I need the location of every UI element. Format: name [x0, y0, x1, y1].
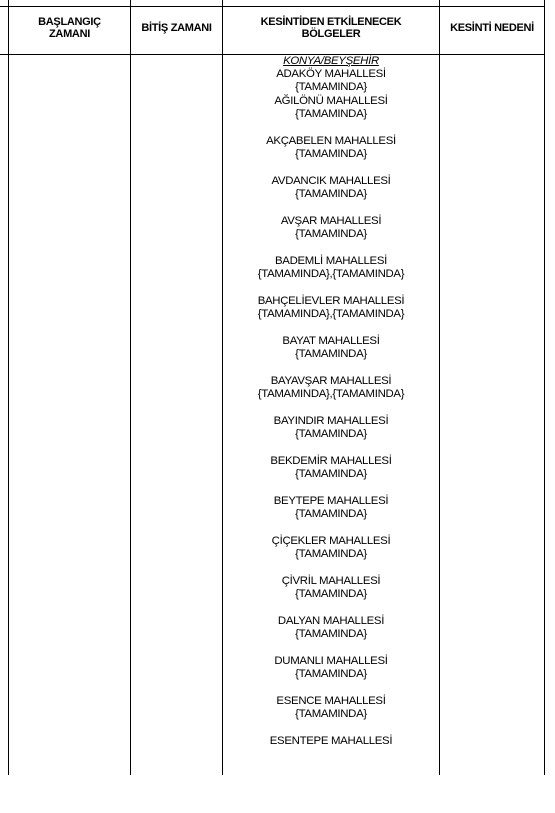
region-list: [223, 68, 439, 775]
region-entry: [223, 495, 439, 535]
region-detail: {TAMAMINDA}: [295, 108, 367, 120]
region-name: ESENTEPE MAHALLESİ: [269, 735, 393, 747]
region-name: ÇİÇEKLER MAHALLESİ: [271, 535, 391, 547]
region-name: AVŞAR MAHALLESİ: [280, 215, 382, 227]
col-border-1: [130, 0, 131, 775]
region-detail: {TAMAMINDA},{TAMAMINDA}: [257, 268, 405, 280]
region-name: ÇİVRİL MAHALLESİ: [281, 575, 381, 587]
region-detail: {TAMAMINDA}: [295, 348, 367, 360]
region-entry: [223, 415, 439, 455]
region-entry: [223, 655, 439, 695]
region-detail: {TAMAMINDA}: [295, 468, 367, 480]
region-entry: [223, 175, 439, 215]
table-top-border: [0, 6, 545, 7]
affected-regions-cell: [223, 55, 439, 775]
region-name: AKÇABELEN MAHALLESİ: [266, 135, 396, 147]
region-name: ADAKÖY MAHALLESİ: [276, 68, 386, 80]
region-detail: {TAMAMINDA}: [295, 708, 367, 720]
region-name: AĞILÖNÜ MAHALLESİ: [274, 95, 388, 107]
region-name: BEYTEPE MAHALLESİ: [273, 495, 389, 507]
region-detail: {TAMAMINDA}: [295, 548, 367, 560]
col-border-3: [439, 0, 440, 775]
region-name: BADEMLİ MAHALLESİ: [274, 255, 387, 267]
region-entry: [223, 575, 439, 615]
region-name: AVDANCIK MAHALLESİ: [271, 175, 391, 187]
header-outage-reason: [440, 8, 544, 48]
region-detail: {TAMAMINDA}: [295, 148, 367, 160]
region-detail: {TAMAMINDA}: [295, 588, 367, 600]
header-start-time: [9, 8, 130, 48]
region-name: BAHÇELİEVLER MAHALLESİ: [257, 295, 405, 307]
region-entry: [223, 735, 439, 775]
region-detail: {TAMAMINDA}: [295, 628, 367, 640]
region-detail: {TAMAMINDA},{TAMAMINDA}: [257, 388, 405, 400]
region-entry: [223, 335, 439, 375]
region-name: DALYAN MAHALLESİ: [277, 615, 385, 627]
region-entry: [223, 255, 439, 295]
region-detail: {TAMAMINDA}: [295, 668, 367, 680]
region-name: BAYINDIR MAHALLESİ: [273, 415, 389, 427]
region-detail: {TAMAMINDA},{TAMAMINDA}: [257, 308, 405, 320]
region-name: BEKDEMİR MAHALLESİ: [270, 455, 392, 467]
col-border-right: [544, 0, 545, 775]
header-outage-reason-label: KESİNTİ NEDENİ: [450, 22, 534, 34]
region-entry: [223, 375, 439, 415]
header-start-time-label: BAŞLANGIÇ ZAMANI: [38, 16, 101, 40]
region-detail: {TAMAMINDA}: [295, 228, 367, 240]
header-end-time-label: BİTİŞ ZAMANI: [141, 22, 212, 34]
header-affected-regions-label: KESİNTİDEN ETKİLENECEK BÖLGELER: [260, 16, 402, 40]
region-name: DUMANLI MAHALLESİ: [274, 655, 388, 667]
region-entry: [223, 68, 439, 95]
city-name: KONYA/BEYŞEHİR: [283, 55, 379, 67]
region-entry: [223, 135, 439, 175]
region-detail: {TAMAMINDA}: [295, 81, 367, 93]
region-entry: [223, 295, 439, 335]
header-affected-regions: [223, 8, 439, 48]
region-entry: [223, 535, 439, 575]
col-border-left: [8, 0, 9, 775]
region-detail: {TAMAMINDA}: [295, 508, 367, 520]
header-end-time: [131, 8, 222, 48]
region-entry: [223, 95, 439, 135]
region-name: BAYAT MAHALLESİ: [282, 335, 380, 347]
region-entry: [223, 695, 439, 735]
region-entry: [223, 215, 439, 255]
region-entry: [223, 455, 439, 495]
region-entry: [223, 615, 439, 655]
region-detail: {TAMAMINDA}: [295, 428, 367, 440]
region-name: ESENCE MAHALLESİ: [276, 695, 386, 707]
region-name: BAYAVŞAR MAHALLESİ: [270, 375, 392, 387]
region-detail: {TAMAMINDA}: [295, 188, 367, 200]
